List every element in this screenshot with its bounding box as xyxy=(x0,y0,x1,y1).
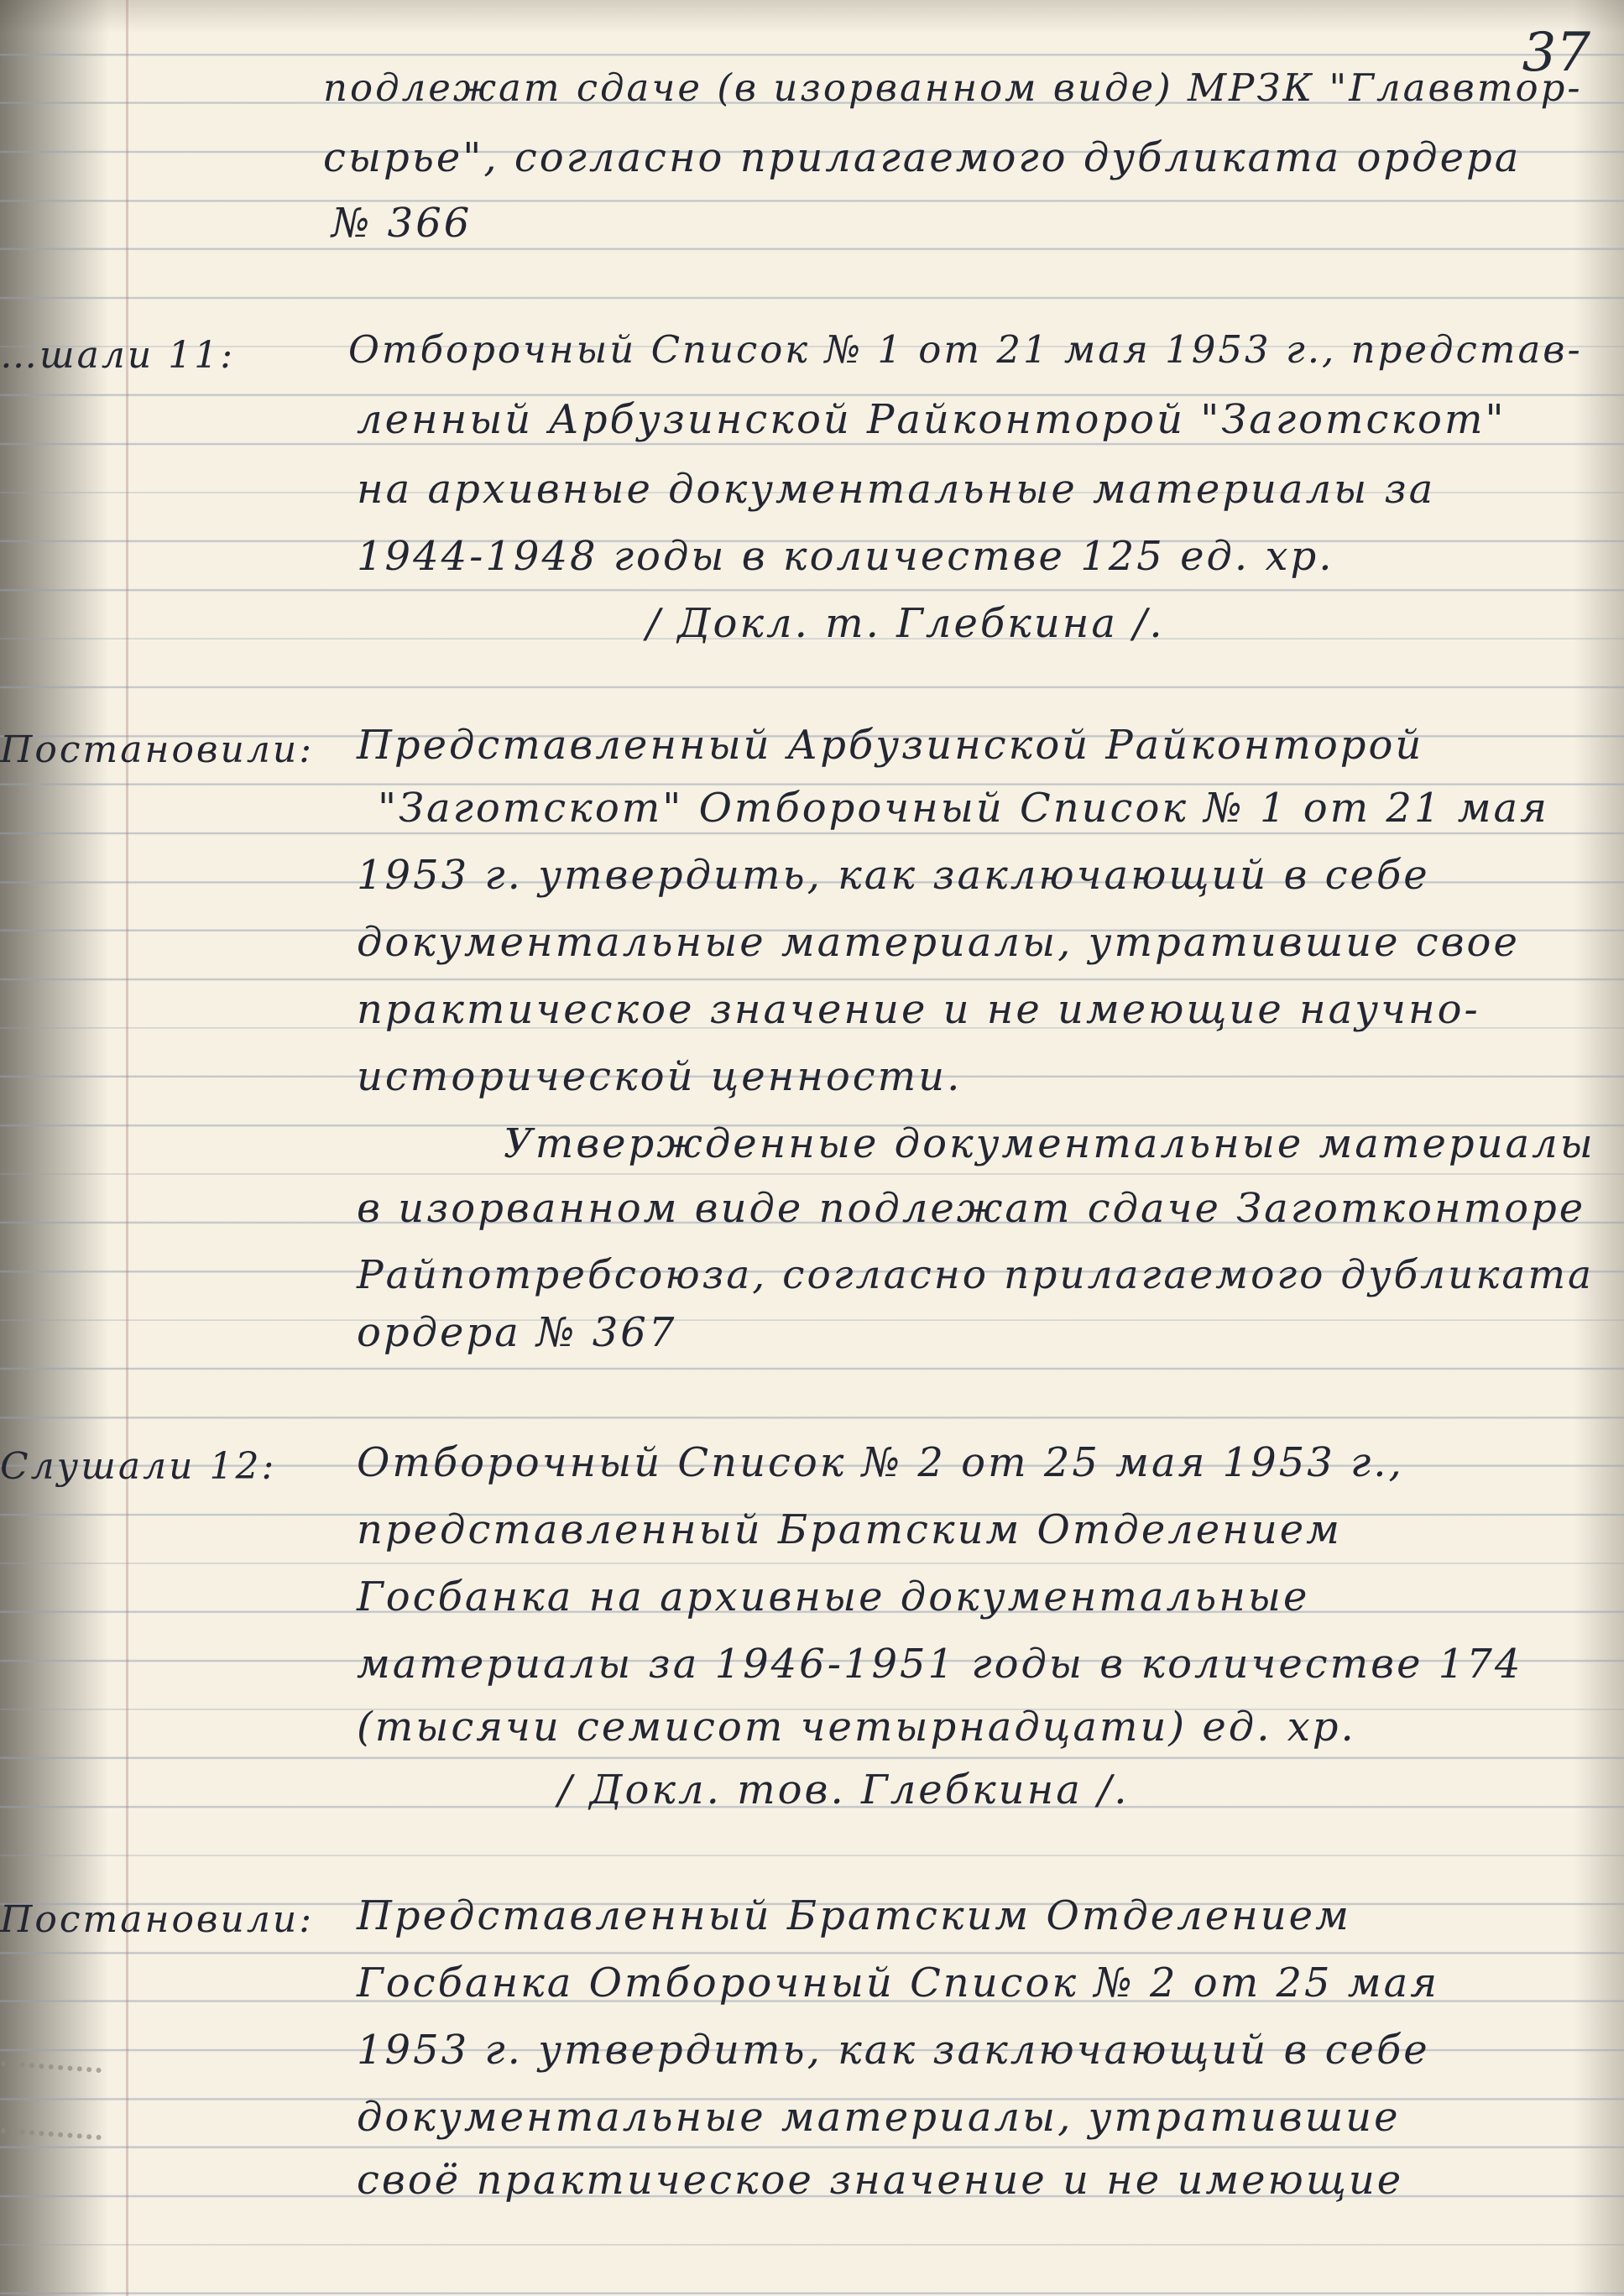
text-line: ордера № 367 xyxy=(357,1309,677,1356)
text-line: / Докл. тов. Глебкина /. xyxy=(558,1766,1130,1813)
text-line: материалы за 1946-1951 годы в количестве 174 xyxy=(357,1641,1523,1688)
text-line: практическое значение и не имеющие научно- xyxy=(357,986,1480,1033)
section-label: Постановили: xyxy=(0,1898,315,1941)
text-line: Отборочный Список № 2 от 25 мая 1953 г., xyxy=(357,1439,1404,1486)
section-label: Постановили: xyxy=(0,728,315,771)
text-line: Представленный Братским Отделением xyxy=(357,1892,1351,1939)
text-line: в изорванном виде подлежат сдаче Заготконторе xyxy=(357,1185,1586,1232)
page-number: 37 xyxy=(1522,22,1590,84)
text-line: представленный Братским Отделением xyxy=(357,1506,1342,1553)
binding-thread xyxy=(0,2061,102,2091)
text-line: сырье", согласно прилагаемого дубликата ордера xyxy=(323,134,1522,181)
text-line: Отборочный Список № 1 от 21 мая 1953 г., представ- xyxy=(348,327,1583,372)
text-line: "Заготскот" Отборочный Список № 1 от 21 мая xyxy=(378,785,1549,832)
text-line: (тысячи семисот четырнадцати) ед. хр. xyxy=(357,1704,1356,1751)
text-line: Представленный Арбузинской Райконторой xyxy=(357,722,1424,769)
text-line: 1953 г. утвердить, как заключающий в себе xyxy=(357,2027,1430,2074)
text-line: документальные материалы, утратившие xyxy=(357,2094,1401,2141)
text-line: Райпотребсоюза, согласно прилагаемого дубликата xyxy=(357,1252,1595,1298)
text-line: подлежат сдаче (в изорванном виде) МРЗК "Главвтор- xyxy=(323,65,1583,110)
text-line: 1944-1948 годы в количестве 125 ед. хр. xyxy=(357,533,1334,580)
text-line: на архивные документальные материалы за xyxy=(357,466,1436,513)
text-line: 1953 г. утвердить, как заключающий в себе xyxy=(357,852,1430,899)
text-line: исторической ценности. xyxy=(357,1053,963,1100)
section-label: Слушали 12: xyxy=(0,1445,277,1488)
section-label: …шали 11: xyxy=(0,334,236,377)
text-line: / Докл. т. Глебкина /. xyxy=(646,600,1165,647)
text-line: Утвержденные документальные материалы xyxy=(504,1120,1595,1167)
text-line: Госбанка на архивные документальные xyxy=(357,1573,1310,1620)
text-line: ленный Арбузинской Райконторой "Заготскот" xyxy=(357,396,1507,443)
text-line: своё практическое значение и не имеющие xyxy=(357,2157,1404,2204)
text-line: Госбанка Отборочный Список № 2 от 25 мая xyxy=(357,1959,1439,2006)
binding-thread xyxy=(0,2128,102,2158)
text-line: документальные материалы, утратившие свое xyxy=(357,919,1520,966)
text-line: № 366 xyxy=(332,200,473,247)
